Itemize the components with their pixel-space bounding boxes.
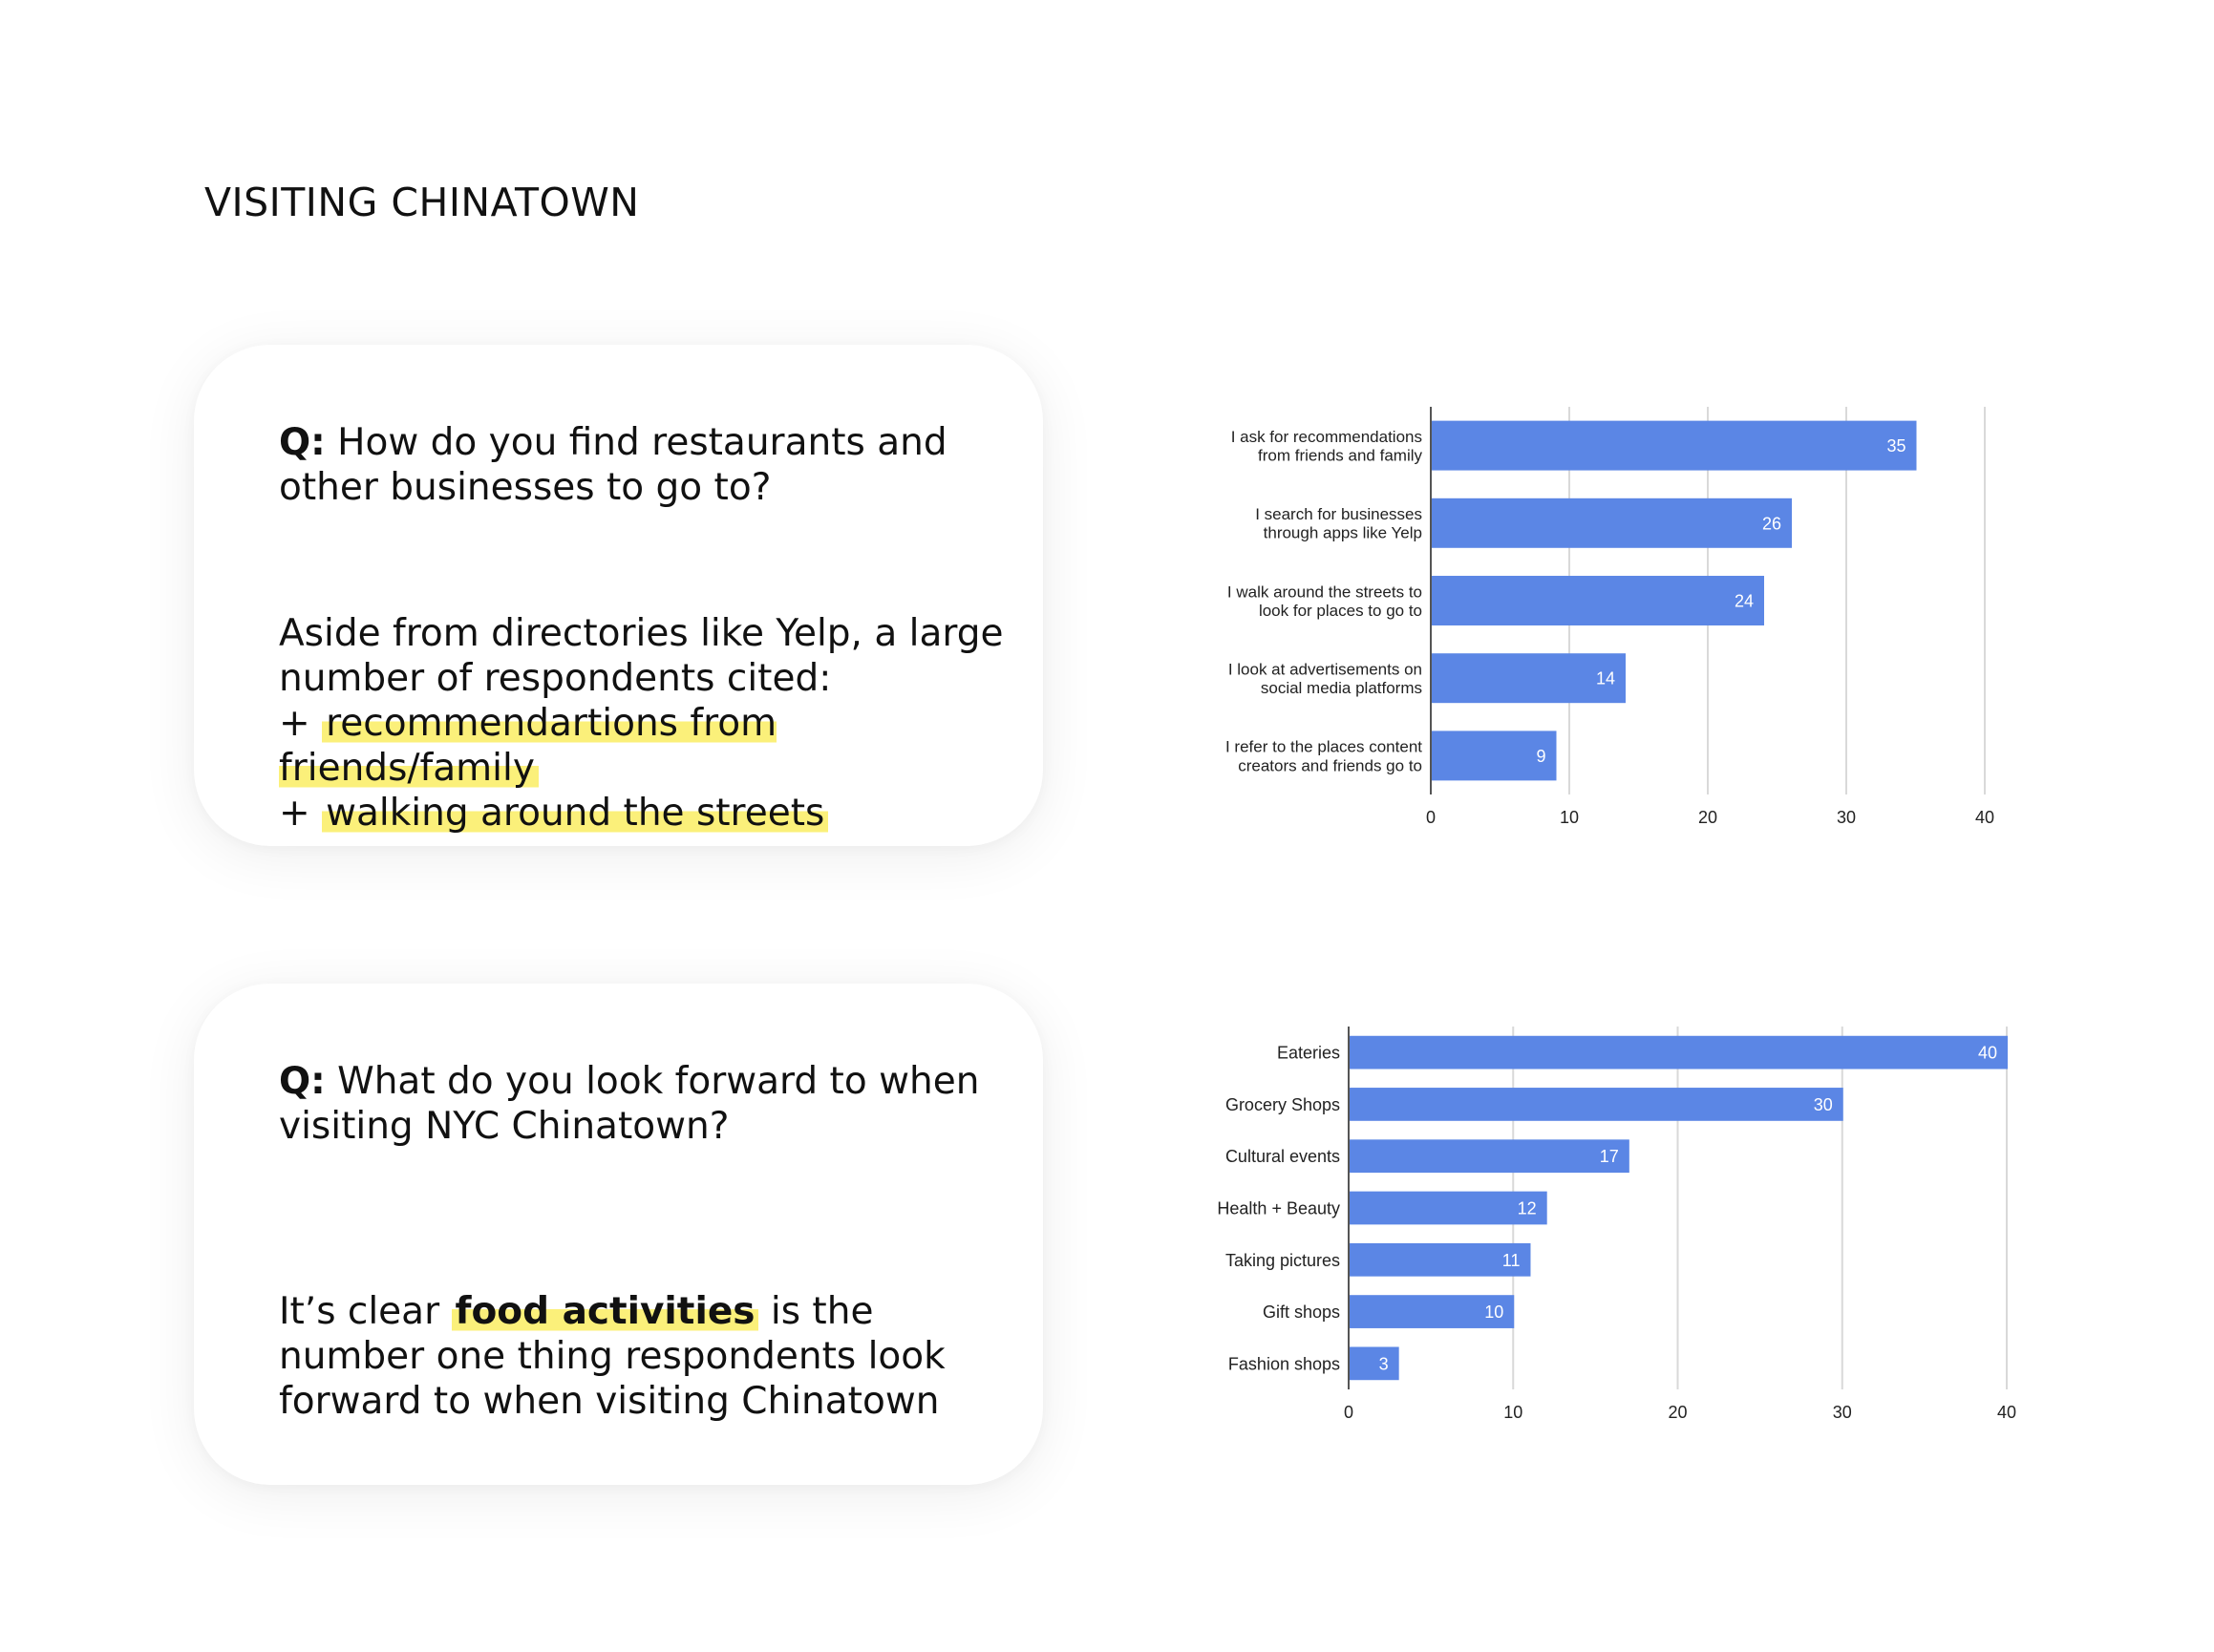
category-label: Health + Beauty: [1217, 1198, 1340, 1218]
answer-text: [279, 1289, 1005, 1424]
highlighted-finding: food activities: [452, 1290, 759, 1333]
x-tick-label: 10: [1503, 1403, 1523, 1422]
category-label: Taking pictures: [1224, 1250, 1340, 1270]
answer-text: [279, 611, 1005, 836]
answer-intro: Aside from directories like Yelp, a large number of respondents cited:: [279, 612, 1004, 700]
x-tick-label: 0: [1425, 808, 1437, 827]
page-title: VISITING CHINATOWN: [204, 180, 640, 225]
bar: [1350, 1139, 1629, 1173]
answer-bullet: [279, 791, 1005, 836]
x-tick-label: 40: [1974, 808, 1995, 827]
bar: [1350, 1346, 1399, 1380]
bar: [1432, 498, 1792, 548]
category-label: I refer to the places content creators and friends go to: [1224, 737, 1422, 775]
x-tick-label: 10: [1559, 808, 1580, 827]
highlighted-finding: recommendartions from friends/family: [279, 702, 777, 790]
category-label: I look at advertisements on social media platforms: [1227, 660, 1422, 698]
category-label: I search for businesses through apps like Yelp: [1255, 505, 1422, 542]
question-label: Q:: [279, 421, 326, 464]
bar: [1350, 1088, 1843, 1121]
bar: [1350, 1036, 2008, 1070]
data-label: 26: [1761, 514, 1781, 534]
data-label: 40: [1977, 1043, 1997, 1063]
category-label: I walk around the streets to look for places to go to: [1226, 582, 1422, 620]
x-tick-label: 20: [1668, 1403, 1688, 1422]
question-label: Q:: [279, 1060, 326, 1103]
data-label: 3: [1378, 1354, 1389, 1374]
answer-bullet: [279, 701, 1005, 791]
bar-chart-look-forward: [1184, 984, 2044, 1509]
data-label: 12: [1517, 1198, 1537, 1218]
data-label: 10: [1484, 1303, 1504, 1323]
bar: [1432, 576, 1764, 625]
bar-chart-find-businesses: [1184, 382, 2044, 840]
data-label: 24: [1734, 591, 1754, 611]
x-tick-label: 20: [1697, 808, 1718, 827]
data-label: 17: [1599, 1147, 1619, 1167]
data-label: 11: [1501, 1250, 1521, 1270]
data-label: 30: [1813, 1094, 1833, 1114]
data-label: 14: [1595, 668, 1615, 688]
x-tick-label: 30: [1832, 1403, 1852, 1422]
category-label: Gift shops: [1262, 1303, 1340, 1323]
x-tick-label: 0: [1343, 1403, 1354, 1422]
x-tick-label: 40: [1996, 1403, 2017, 1422]
category-label: Fashion shops: [1227, 1354, 1340, 1374]
answer-pre: It’s clear: [279, 1290, 452, 1333]
category-label: Cultural events: [1224, 1147, 1340, 1167]
category-label: I ask for recommendations from friends and family: [1230, 427, 1422, 465]
data-label: 9: [1536, 746, 1546, 766]
bar: [1432, 421, 1917, 471]
answer-post: is the number one thing respondents look forward to when visiting Chinatown: [279, 1290, 946, 1423]
highlighted-finding: walking around the streets: [322, 792, 828, 835]
category-label: Eateries: [1276, 1043, 1340, 1063]
category-label: Grocery Shops: [1224, 1094, 1340, 1114]
question-body: What do you look forward to when visiting NYC Chinatown?: [279, 1060, 980, 1148]
question-text: [279, 1059, 1005, 1149]
question-text: [279, 420, 1005, 510]
data-label: 35: [1886, 436, 1906, 456]
question-card-find-businesses: [194, 345, 1043, 846]
x-tick-label: 30: [1836, 808, 1857, 827]
question-body: How do you find restaurants and other businesses to go to?: [279, 421, 947, 509]
question-card-look-forward: [194, 984, 1043, 1485]
bullet-prefix: +: [279, 702, 310, 745]
bullet-prefix: +: [279, 792, 310, 835]
